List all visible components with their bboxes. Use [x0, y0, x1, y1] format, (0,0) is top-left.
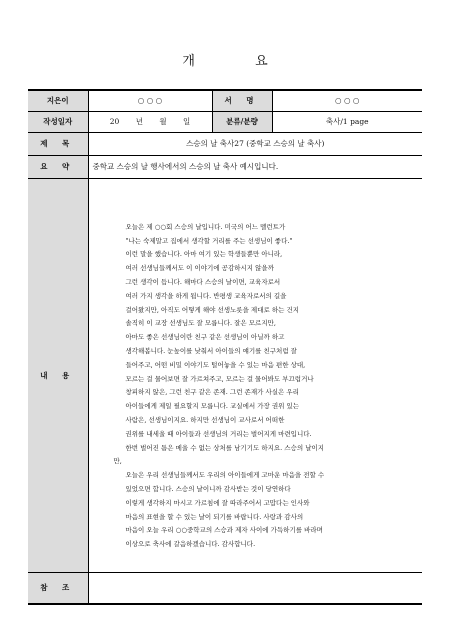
content-line: 한번 벌어진 틈은 메울 수 없는 상처를 남기기도 하지요. 스승의 날이지: [125, 443, 325, 452]
content-line: 창피하지 않은, 그런 친구 같은 존재. 그런 존재가 사실은 우리: [125, 388, 299, 397]
content-line: 모르는 걸 물어보면 잘 가르쳐주고, 모르는 걸 물어봐도 부끄럽거나: [125, 374, 314, 383]
summary-label: 요 약: [28, 155, 88, 178]
content-cell: [88, 178, 422, 572]
content-text: [93, 199, 419, 552]
category-label: 분류/분량: [212, 111, 272, 132]
content-line: 권위를 내세울 때 아이들과 선생님의 거리는 벌어지게 마련입니다.: [125, 429, 312, 438]
date-value: 20 년 월 일: [88, 111, 212, 132]
content-line: 걸어왔지만, 아직도 어떻게 해야 선생노릇을 제대로 하는 건지: [125, 305, 300, 314]
content-line: 이렇게 생각하지 마시고 가르침에 잘 따라주어서 고맙다는 인사와: [125, 498, 310, 507]
content-line: 사람은, 선생님이지요. 하지만 선생님이 교사로서 어떠한: [125, 416, 285, 425]
content-line: 마음이 오늘 우리 ○○중학교의 스승과 제자 사이에 가득하기를 바라며: [125, 526, 323, 535]
title-label: 제 목: [28, 132, 88, 155]
content-line: 아이들에게 제일 필요할지 모릅니다. 교실에서 가장 권위 있는: [125, 402, 300, 411]
date-label: 작성일자: [28, 111, 88, 132]
content-line: 아마도 좋은 선생님이란 친구 같은 선생님이 아닐까 하고: [125, 333, 285, 342]
content-line: 여러 선생님들께서도 이 이야기에 공감하시지 않을까: [125, 264, 274, 273]
content-label: 내 용: [28, 178, 88, 572]
document-info-table: [28, 89, 422, 605]
reference-row: [28, 572, 422, 604]
content-line: 오늘은 제 ○○회 스승의 날입니다. 미국의 어느 멜런트가: [125, 222, 286, 231]
content-line: 이상으로 축사에 갈음하겠습니다. 감사합니다.: [125, 540, 256, 549]
content-line: 여러 가지 생각을 하게 됩니다. 반평생 교육자로서의 길을: [125, 291, 287, 300]
author-label: 지은이: [28, 90, 88, 111]
category-value: 축사/1 page: [272, 111, 422, 132]
content-line: 생각해봅니다. 눈높이를 낮춰서 아이들의 얘기를 친구처럼 잘: [125, 347, 297, 356]
content-line: 오늘은 우리 선생님들께서도 우리의 아이들에게 고마운 마음을 전할 수: [125, 471, 325, 480]
content-line: 이런 말을 했습니다. 아마 여기 있는 학생들뿐만 아니라,: [125, 250, 283, 259]
content-line: 솔직히 이 교장 선생님도 잘 모릅니다. 잘은 모르지만,: [125, 319, 276, 328]
reference-label: 참 조: [28, 572, 88, 604]
content-line: 그런 생각이 듭니다. 해마다 스승의 날이면, 교육자로서: [125, 278, 281, 287]
signature-label: 서 명: [212, 90, 272, 111]
date-row: [28, 111, 422, 132]
document-title: 스승의 날 축사27 (중학교 스승의 날 축사): [88, 132, 422, 155]
title-row: [28, 132, 422, 155]
summary-text: 중학교 스승의 날 행사에서의 스승의 날 축사 예시입니다.: [88, 155, 422, 178]
summary-row: [28, 155, 422, 178]
content-line: 들어주고, 어떤 비밀 이야기도 털어놓을 수 있는 마음 편한 상대,: [125, 360, 306, 369]
signature-value: ○ ○ ○: [272, 90, 422, 111]
content-line: 마음의 표현을 할 수 있는 날이 되기를 바랍니다. 사랑과 감사의: [125, 512, 304, 521]
content-line: 있었으면 합니다. 스승의 날이니까 감사받는 것이 당연하다: [125, 485, 291, 493]
content-line: "나는 숙제말고 집에서 생각할 거리를 주는 선생님이 좋다.": [125, 236, 293, 245]
content-line: 만,: [113, 457, 122, 466]
reference-value: [88, 572, 422, 604]
author-value: ○ ○ ○: [88, 90, 212, 111]
content-row: [28, 178, 422, 572]
page-title: 개 요: [182, 54, 296, 69]
author-row: [28, 90, 422, 111]
